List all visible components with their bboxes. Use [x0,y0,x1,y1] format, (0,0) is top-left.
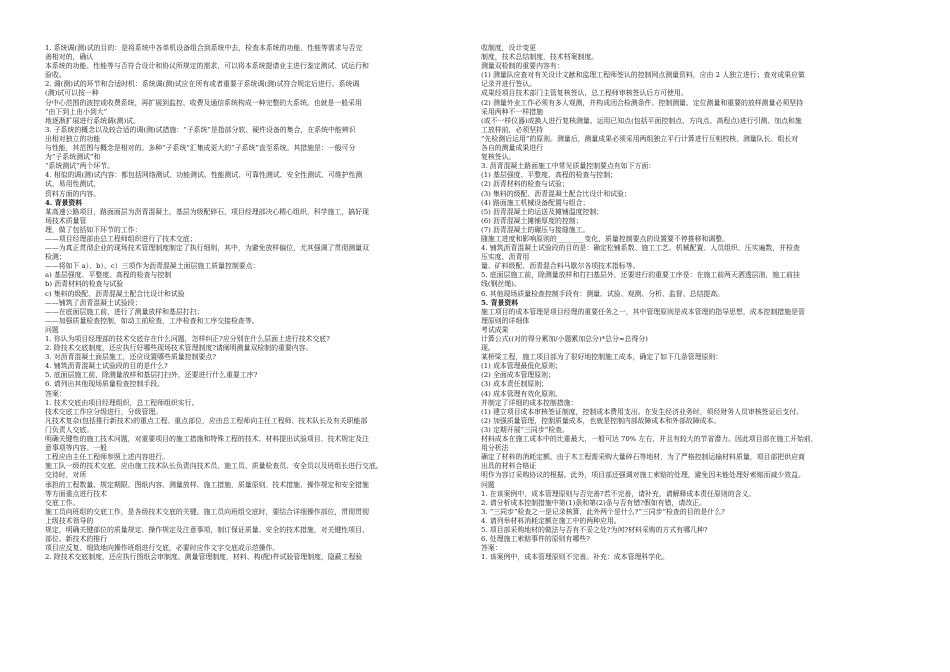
text-line: 采用两种不一样措施 [481,107,544,116]
text-line: 承担的工程数量、规定期限、图纸内容、测量放样、施工措施、质量原则、技术措施、操作规定和安全措施 [45,480,369,489]
text-line: 各自的测量成果进行 [481,144,544,153]
text-line: 出具的材料合格证 [481,462,537,471]
text-line: 1. 技术交底由项目经理组织，总工程师组织实行。 [45,398,199,407]
text-line: 地逐渐扩展进行系统调(测)试。 [45,116,140,125]
text-line: 1. 在该案例中，成本管理原则与否完善?若不完善，请补充，请解释成本责任原则的含义。 [481,489,756,498]
text-line: 制度，技术总结制度，技术档案制度。 [481,53,599,62]
text-line: 工程应由主任工程师参照上述内容进行。 [45,453,170,462]
text-line: 部位、新技术的推行 [45,535,108,544]
text-line: 技术交底工作应分级进行，分级管理。 [45,407,163,416]
text-line: (2) 加强质量管理，控制质量成本，也就是控制内部故障成本和外部故障成本。 [481,416,721,425]
text-line: 施工队一级的技术交底，应由施工技术队长负责向技术员、施工员、质量检查员、安全员以及班组长进行交底。 [45,462,383,471]
text-line: 并制定了详细的成本控制措施： [481,398,578,407]
section-heading: 5. 背景资料 [481,298,519,307]
text-line: 凡技术复杂(包括推行新技术)的重点工程、重点部位，应由总工程师向主任工程师、技术队长及有关职能部 [45,416,368,425]
text-line: 明作为容订采购协议的根据。此外，项目部还强调对施工索赔的处理，避免因未能处理好索赔而减少效益。 [481,471,805,480]
text-line: 计算公式((对的得分累加/小题累加总分)*总分=总得分) [481,335,648,343]
text-line: ——将如下 a）、b）、c）三项作为沥青混凝土面层施工质量控制要点： [45,262,260,271]
text-line: 施工员向班组的交底工作，是各级技术交底的关键。施工员向班组交底时，要结合详细操作部位，贯彻贯彻 [45,507,369,516]
text-line: 1. 系统调(测)试的目的：是将系统中各单机设备组合到系统中去，检查本系统的功能、性能等需求与否完 [45,44,363,52]
text-line: 分中心范围的波控或收费系统，再扩展到监控、收费及通信系统构成一种完整的大系统。也就是一般采用 [45,98,362,107]
text-line: a) 基层强度、平整度、高程的检查与控制 [45,271,172,280]
text-line: 1. 你认为项目经理部的技术交底存在什么问题，怎样纠正?应分别在什么层面上进行技术交底? [45,335,330,343]
text-line: 试、易用性测试、 [45,180,101,189]
text-line: (2) 测量外业工作必须有多人观测，并构成闭合检测条件。控制测量、定位测量和重要的放样测量必须坚持 [481,98,804,107]
text-line: 本系统的功能、性能等与否符合设计和协议所规定的需求，可以将本系统提请业主进行鉴定测试、试运行和 [45,62,369,71]
text-line: (6) 沥青混凝土摊铺厚度的控制； [481,216,583,225]
text-line: 检测； [45,253,66,262]
text-line: (5) 沥青混凝土的运送及摊铺温度控制； [481,207,604,216]
text-line: 某桥梁工程，施工项目部为了很好地控制施工成本，确定了如下几条管理原则： [481,353,723,362]
text-line: 确定了材料的消耗定额。由于木工程需采购大量碎石等地材，为了严格控制运输材料质量，项目部把供应商 [481,453,805,462]
text-line: (4) 成本管理有效化原则。 [481,389,562,398]
text-line: 现。 [481,344,495,353]
text-line: 6. 其他现场质量检查控制手段有：测量、试验、观测、分析、监督、总结提高。 [481,289,725,298]
text-line: 线(钢丝绳)。 [481,280,521,289]
text-line: (1) 成本管理最低化原则； [481,362,562,371]
text-line: (3) 集料的级配、沥青混凝土配合比设计和试验； [481,189,631,198]
text-line: “由下到上由小到大” [45,107,108,116]
text-line: 考试成果 [481,325,509,334]
text-line: 记录并进行签认。 [481,80,537,89]
text-line: “先检测后运用”的原则。测量后，测量成果必须采用两组独立平行计算进行互相校核，测量队长、组长对 [481,134,799,143]
text-line: 收制度，设计变更 [481,44,537,52]
text-line: (2) 沥青材料的检查与试验； [481,180,569,189]
text-line: 3. 对沥青混凝土面层施工，还应设置哪些质量控制要点? [45,353,216,362]
right-column [481,44,909,629]
text-line: 2. 请分析成本控制措施中第(1)条和第(2)条与否有错?假如有错，请改正。 [481,498,706,507]
text-line: (3) 成本责任制原则； [481,380,549,389]
text-line: ——项目经理部由总工程师组织进行了技术交底； [45,234,197,243]
text-line: 理原则的详细体 [481,316,530,325]
text-line: 4. 铺筑沥青混凝土试验段的目的是什么? [45,362,168,371]
left-column [45,44,463,629]
text-line: 施工项目的成本管理是项目经理的重要任务之一，其中管理原则是成本管理的指导思想，成本控制措施是管 [481,307,805,316]
text-line: (1) 基层强度、平整度、高程的检查与控制； [481,171,617,180]
text-line: ——为真正贯彻企业的现场技术管理制度制定了执行细则，其中，为避免放样偏位，尤其强调了贯彻测量双 [45,244,369,253]
text-line: 3. 子系统的概念以及较合适的调(测)试措施：“子系统”是指部分软、硬件设备的集合，在系统中能辨识 [45,125,356,134]
text-line: (7) 沥青混凝土的碾压与接缝施工。 [481,225,590,234]
text-line: 问题 [45,325,59,334]
text-line: (测)试可以按一种 [45,89,99,98]
text-line: c) 集料的级配、沥青混凝土配合比设计和试验 [45,289,185,298]
text-line: 善相对的，确认 [45,53,94,62]
text-line: 量、矿料级配、沥青混合料马歇尔各项技术指标等。 [481,262,640,271]
text-line: 答案： [45,389,66,398]
text-line: 3. 沥青混凝土路面施工中常见质量控制要点有如下方面： [481,162,656,171]
text-line: 压实度、沥青用 [481,253,530,262]
text-line: 4. 相似的调(测)试内容：都包括网络测试、功能测试、性能测试、可靠性测试、安全性测试、可维护性测 [45,171,363,180]
text-line: 交待时，对所 [45,471,87,480]
text-line: 2. 除技术交底制度，还应执行图纸会审制度、测量管理制度，材料、构(配)件试验管理制度，隐蔽工程验 [45,553,363,562]
text-line: 问题 [481,480,495,489]
text-line: 3. “三同步”检查之一是记录核算，此外两个是什么?“三同步”检查的目的是什么? [481,507,725,516]
text-line: 5. 底面层施工前，除测量放样和打扫基层外，还要进行的重要工序是：在施工前两天洒透层油，施工前挂 [481,271,800,280]
text-line: 交底工作。 [45,498,80,507]
text-line: 场技术质量管 [45,216,87,225]
text-line: 门负责人交底。 [45,425,94,434]
text-line: 理，做了包括如下环节的工作： [45,225,142,234]
text-line: (4) 路面施工机械设备配置与组合； [481,198,590,207]
text-line: 等方面重点进行技术 [45,489,108,498]
text-line: 资料方面的内容。 [45,189,101,198]
text-line: 工放样前，必须坚持 [481,125,544,134]
text-line: 上级技术领导的 [45,516,94,525]
text-line: 4. 铺筑沥青混凝土试验段的目的是：确定松铺系数、施工工艺、机械配置、人员组织、压实遍数，并检查 [481,244,800,253]
text-line: 材料成本在施工成本中的比重最大，一般可达 70% 左右，并且有较大的节省潜力。因此项目部在施工开始前， [481,435,818,444]
text-line: 2. 调(测)试的环节和合适时机：系统调(测)试应在所有或者重要子系统调(测)试符合规定后进行。系统调 [45,80,360,89]
text-line: 复核签认。 [481,153,516,162]
text-line: 5. 项目部采购地材的做法与否有不妥之处?为何?材料采购的方式有哪几种? [481,525,708,534]
text-line: ——铺筑了沥青混凝土试验段； [45,298,142,307]
text-line: 意事项等内容。一般 [45,444,108,453]
text-line: (1) 建立项目成本审核签证制度，控制成本费用支出。在发生经济业务时，须经财务人员审核签证后支付。 [481,407,804,416]
text-line: 验收。 [45,71,66,80]
text-line: ——加强质量检查控制，如动工前检查，工序检查和工序交接检查等。 [45,316,259,325]
text-line: 某高速公路项目，路面面层为沥青混凝土，基层为级配碎石，项目经理部决心精心组织、科学施工，搞好现 [45,207,369,216]
text-line: (3) 定期开展“三同步”检查。 [481,425,569,434]
text-line: 答案： [481,544,502,553]
text-line: (2) 全面成本管理原则； [481,371,555,380]
text-line: 6. 处理施工索赔事件的原则有哪些? [481,535,590,544]
text-line: 4. 请列举材料消耗定额在施工中的两种应用。 [481,516,621,525]
text-line: (1) 测量队应查对有关设计文献和监理工程师签认的控制网点测量资料，应由 2 人独立进行；查对成果应做 [481,71,805,80]
text-line: 2. 除技术交底制度，还应执行好哪些现场技术管理制度?请阐明测量双检制的重要内容。 [45,344,313,353]
text-line: 6. 请列出其他现场质量检查控制手段。 [45,380,165,389]
text-line: 出相对独立的功能 [45,134,101,143]
text-line: 与性能，其范围与概念是相对的。多种“子系统”汇集成更大的“子系统”直至系统。其措施是：一般可分 [45,144,356,153]
text-line: 为“子系统测试”和 [45,153,101,162]
text-line: 规定，明确关键部位的质量规定、操作规定及注意事项，制订保证质量、安全的技术措施，对关键性项目、 [45,525,369,534]
text-line: 明确关键性的施工技术问题，对重要项目的施工措施和特殊工程的技术、材料提出试验项目、技术规定及注 [45,435,369,444]
text-line: b) 沥青材料的检查与试验 [45,280,124,289]
text-line: 测量双检制的重要内容有： [481,62,564,71]
text-line: (或不一样仪器)或换人进行复核测量。运用已知点(包括平面控制点、方向点、高程点)进行引测、加点和施 [481,116,802,125]
text-line: 项目应反复、细致地向操作班组进行交底，必要时应作文字交底或示范操作。 [45,544,280,553]
text-line: 5. 底面层施工前，除测量放样和基层打扫外，还要进行什么重要工序? [45,371,258,380]
text-line: 用分析法 [481,444,509,453]
text-line: “系统测试”两个环节。 [45,162,115,171]
text-line: 1. 该案例中，成本管理原则不完善。补充：成本管理科学化。 [481,553,669,562]
text-line: 随施工进度和影响原则的________变化，质量控制要点的设置要不停推移和调整。 [481,234,730,243]
text-line: ——在底面层施工前，进行了测量放样和基层打扫； [45,307,204,316]
text-line: 成果经项目技术部门主管复核签认，总工程师审核签认后方可使用。 [481,89,688,98]
section-heading: 4. 背景资料 [45,198,83,207]
